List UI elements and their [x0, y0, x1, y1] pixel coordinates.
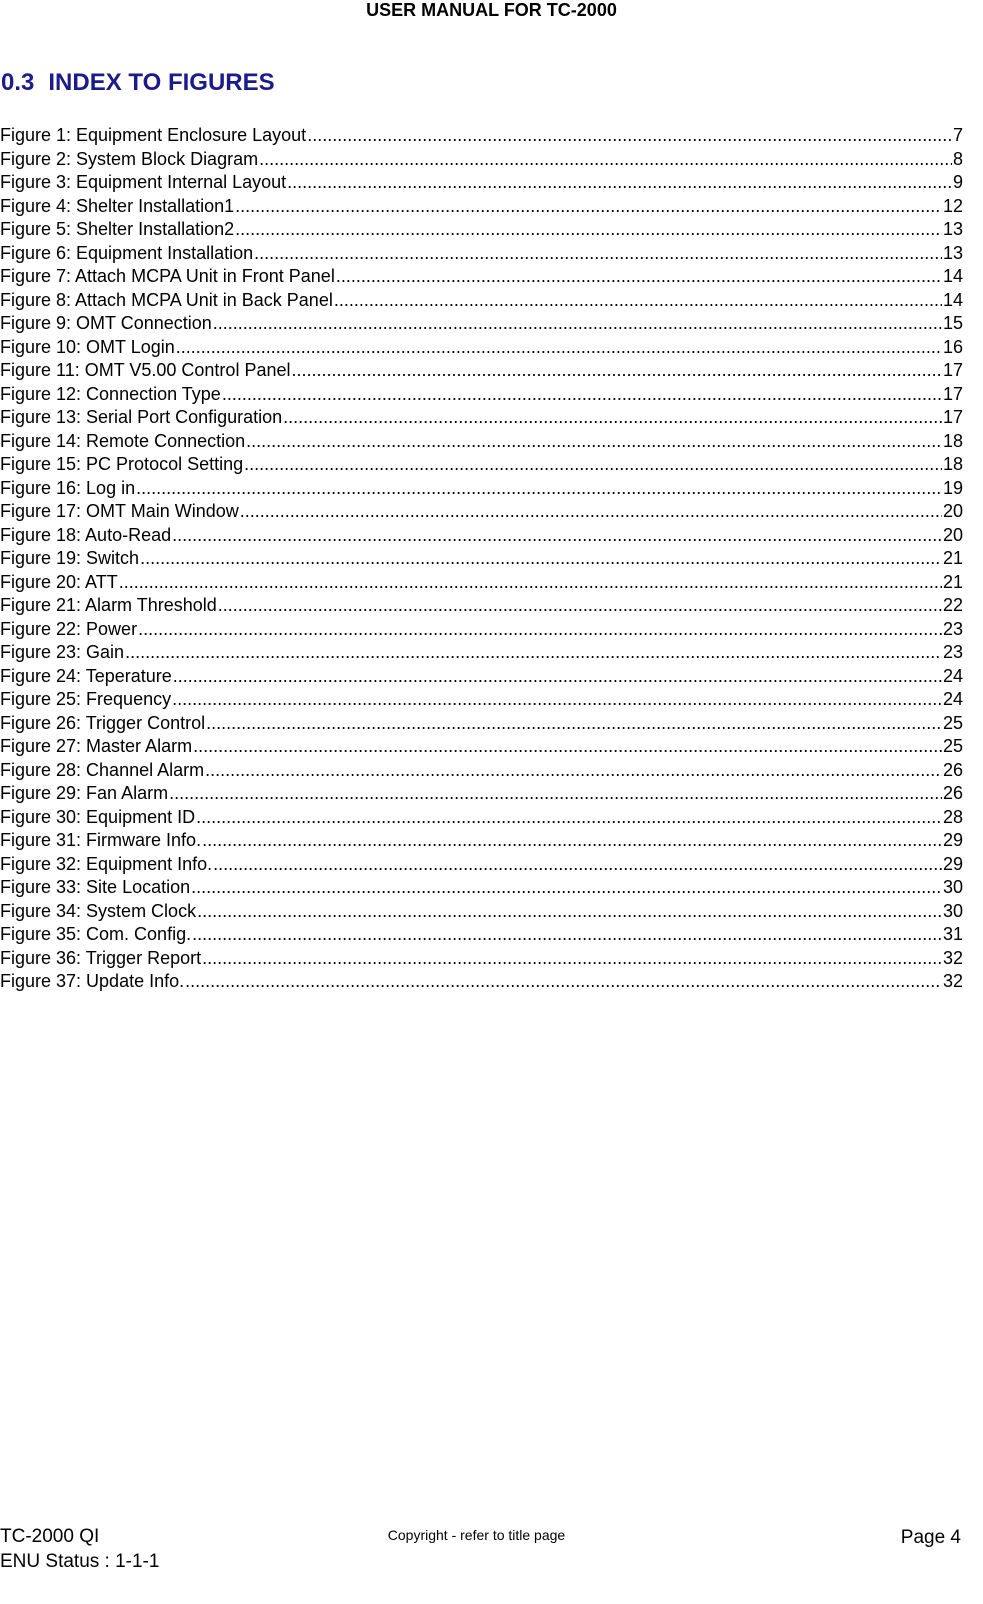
- toc-entry-label: Figure 3: Equipment Internal Layout: [0, 172, 287, 192]
- toc-dot-leader: [235, 218, 942, 242]
- toc-dot-leader: [205, 759, 942, 783]
- toc-entry-page: 26: [942, 759, 963, 780]
- toc-entry[interactable]: [0, 970, 963, 994]
- toc-entry-label: Figure 8: Attach MCPA Unit in Back Panel: [0, 289, 333, 310]
- toc-entry[interactable]: [0, 289, 963, 313]
- toc-entry[interactable]: [0, 477, 963, 501]
- toc-entry-page: 22: [942, 595, 963, 615]
- toc-dot-leader: [173, 665, 942, 689]
- toc-entry-label: Figure 35: Com. Config.: [0, 924, 192, 944]
- toc-dot-leader: [334, 289, 942, 313]
- toc-entry-page: 18: [942, 430, 963, 451]
- toc-entry[interactable]: [0, 594, 963, 618]
- toc-entry[interactable]: [0, 641, 963, 665]
- toc-entry-page: 13: [942, 242, 963, 263]
- toc-entry-label: Figure 31: Firmware Info.: [0, 830, 202, 850]
- toc-entry-page: 17: [942, 360, 963, 380]
- toc-entry[interactable]: [0, 900, 963, 924]
- toc-dot-leader: [192, 923, 942, 947]
- toc-entry[interactable]: [0, 265, 963, 289]
- toc-entry-label: Figure 37: Update Info.: [0, 971, 185, 991]
- toc-entry-label: Figure 11: OMT V5.00 Control Panel: [0, 360, 291, 380]
- toc-dot-leader: [218, 594, 942, 618]
- toc-dot-leader: [196, 806, 942, 830]
- toc-entry-page: 20: [942, 524, 963, 545]
- toc-entry-page: 12: [942, 195, 963, 216]
- toc-entry-page: 29: [942, 830, 963, 850]
- toc-entry-page: 16: [942, 336, 963, 357]
- toc-dot-leader: [222, 383, 942, 407]
- toc-entry-page: 7: [952, 125, 963, 145]
- toc-entry-label: Figure 22: Power: [0, 618, 138, 639]
- toc-entry[interactable]: [0, 712, 963, 736]
- toc-entry-page: 32: [942, 947, 963, 968]
- toc-entry[interactable]: [0, 336, 963, 360]
- toc-entry-label: Figure 7: Attach MCPA Unit in Front Panel: [0, 266, 335, 286]
- toc-entry-page: 14: [942, 266, 963, 286]
- toc-entry-page: 25: [942, 712, 963, 733]
- toc-entry[interactable]: [0, 829, 963, 853]
- toc-entry[interactable]: [0, 312, 963, 336]
- toc-entry-label: Figure 23: Gain: [0, 642, 125, 662]
- section-number: 0.3: [1, 69, 35, 96]
- toc-entry-page: 25: [942, 736, 963, 756]
- toc-dot-leader: [140, 547, 942, 571]
- toc-entry-page: 13: [942, 219, 963, 239]
- toc-entry-label: Figure 2: System Block Diagram: [0, 148, 259, 169]
- toc-dot-leader: [119, 571, 942, 595]
- toc-entry[interactable]: [0, 453, 963, 477]
- toc-entry[interactable]: [0, 195, 963, 219]
- toc-entry-label: Figure 5: Shelter Installation2: [0, 219, 235, 239]
- toc-entry[interactable]: [0, 524, 963, 548]
- toc-entry[interactable]: [0, 618, 963, 642]
- toc-entry-label: Figure 19: Switch: [0, 548, 140, 568]
- toc-entry-page: 21: [942, 548, 963, 568]
- toc-entry[interactable]: [0, 571, 963, 595]
- toc-entry[interactable]: [0, 923, 963, 947]
- toc-entry-page: 32: [942, 971, 963, 991]
- toc-entry[interactable]: [0, 383, 963, 407]
- toc-entry-label: Figure 34: System Clock: [0, 900, 197, 921]
- toc-dot-leader: [240, 500, 942, 524]
- toc-entry-label: Figure 30: Equipment ID: [0, 806, 196, 827]
- toc-entry-page: 23: [942, 642, 963, 662]
- toc-dot-leader: [197, 900, 942, 924]
- running-header-title: USER MANUAL FOR TC-2000: [366, 0, 617, 20]
- toc-dot-leader: [169, 782, 942, 806]
- toc-entry-page: 20: [942, 501, 963, 521]
- toc-entry-page: 21: [942, 571, 963, 592]
- toc-entry-label: Figure 25: Frequency: [0, 689, 172, 709]
- toc-dot-leader: [138, 618, 942, 642]
- toc-dot-leader: [185, 970, 942, 994]
- toc-entry-page: 19: [942, 477, 963, 498]
- footer-page-number: Page 4: [900, 1527, 961, 1548]
- toc-entry-page: 26: [942, 783, 963, 803]
- footer-status: ENU Status : 1-1-1: [0, 1551, 160, 1572]
- toc-entry[interactable]: [0, 148, 963, 172]
- toc-dot-leader: [291, 359, 941, 383]
- toc-entry-label: Figure 18: Auto-Read: [0, 524, 172, 545]
- toc-dot-leader: [283, 406, 942, 430]
- toc-entry-label: Figure 13: Serial Port Configuration: [0, 407, 283, 427]
- toc-entry-page: 23: [942, 618, 963, 639]
- toc-dot-leader: [213, 853, 942, 877]
- toc-entry[interactable]: [0, 782, 963, 806]
- toc-entry-label: Figure 10: OMT Login: [0, 336, 175, 357]
- toc-dot-leader: [202, 947, 942, 971]
- toc-dot-leader: [193, 735, 942, 759]
- section-title: INDEX TO FIGURES: [48, 69, 275, 96]
- toc-dot-leader: [172, 688, 942, 712]
- toc-dot-leader: [246, 430, 942, 454]
- toc-entry-page: 8: [952, 148, 963, 169]
- toc-entry-page: 31: [942, 924, 963, 944]
- toc-entry-page: 30: [942, 900, 963, 921]
- toc-entry[interactable]: [0, 806, 963, 830]
- toc-dot-leader: [254, 242, 942, 266]
- toc-entry-label: Figure 6: Equipment Installation: [0, 242, 254, 263]
- toc-entry-label: Figure 36: Trigger Report: [0, 947, 202, 968]
- toc-dot-leader: [206, 712, 942, 736]
- toc-dot-leader: [213, 312, 942, 336]
- toc-entry-page: 28: [942, 806, 963, 827]
- toc-entry-page: 18: [942, 454, 963, 474]
- toc-entry-page: 15: [942, 313, 963, 333]
- toc-entry[interactable]: [0, 853, 963, 877]
- toc-entry-label: Figure 21: Alarm Threshold: [0, 595, 217, 615]
- toc-entry-label: Figure 26: Trigger Control: [0, 712, 206, 733]
- toc-entry[interactable]: [0, 406, 963, 430]
- toc-entry-page: 9: [952, 172, 963, 192]
- toc-entry-page: 29: [942, 853, 963, 874]
- toc-entry-page: 17: [942, 383, 963, 404]
- toc-dot-leader: [136, 477, 942, 501]
- toc-entry[interactable]: [0, 242, 963, 266]
- toc-entry[interactable]: [0, 665, 963, 689]
- toc-entry[interactable]: [0, 735, 963, 759]
- toc-dot-leader: [244, 453, 942, 477]
- toc-dot-leader: [172, 524, 942, 548]
- toc-dot-leader: [336, 265, 942, 289]
- footer-copyright: Copyright - refer to title page: [387, 1527, 566, 1543]
- toc-entry-label: Figure 12: Connection Type: [0, 383, 221, 404]
- toc-entry-label: Figure 4: Shelter Installation1: [0, 195, 235, 216]
- toc-dot-leader: [191, 876, 942, 900]
- toc-entry-label: Figure 15: PC Protocol Setting: [0, 454, 244, 474]
- toc-entry-page: 17: [942, 407, 963, 427]
- toc-entry-label: Figure 28: Channel Alarm: [0, 759, 205, 780]
- toc-entry[interactable]: [0, 171, 963, 195]
- toc-entry-page: 30: [942, 877, 963, 897]
- toc-entry-label: Figure 14: Remote Connection: [0, 430, 246, 451]
- toc-entry-label: Figure 32: Equipment Info.: [0, 853, 213, 874]
- toc-entry-label: Figure 20: ATT: [0, 571, 118, 592]
- toc-dot-leader: [259, 148, 952, 172]
- toc-entry-label: Figure 24: Teperature: [0, 665, 172, 686]
- figure-index-list: [0, 124, 963, 994]
- toc-entry-label: Figure 27: Master Alarm: [0, 736, 193, 756]
- toc-entry-label: Figure 17: OMT Main Window: [0, 501, 239, 521]
- toc-entry[interactable]: [0, 124, 963, 148]
- toc-entry-page: 24: [942, 665, 963, 686]
- section-heading: [1, 68, 275, 98]
- toc-entry[interactable]: [0, 759, 963, 783]
- toc-dot-leader: [287, 171, 952, 195]
- toc-entry[interactable]: [0, 947, 963, 971]
- toc-entry-label: Figure 29: Fan Alarm: [0, 783, 169, 803]
- toc-entry-label: Figure 33: Site Location: [0, 877, 191, 897]
- toc-dot-leader: [202, 829, 942, 853]
- toc-entry[interactable]: [0, 500, 963, 524]
- toc-entry-page: 24: [942, 689, 963, 709]
- toc-entry[interactable]: [0, 430, 963, 454]
- toc-dot-leader: [125, 641, 942, 665]
- toc-entry[interactable]: [0, 876, 963, 900]
- footer-doc-id: TC-2000 QI: [0, 1526, 100, 1547]
- toc-dot-leader: [235, 195, 942, 219]
- toc-entry[interactable]: [0, 688, 963, 712]
- toc-entry[interactable]: [0, 359, 963, 383]
- toc-entry-label: Figure 9: OMT Connection: [0, 313, 212, 333]
- toc-dot-leader: [176, 336, 942, 360]
- toc-entry[interactable]: [0, 218, 963, 242]
- toc-entry-label: Figure 16: Log in: [0, 477, 136, 498]
- toc-entry[interactable]: [0, 547, 963, 571]
- toc-dot-leader: [307, 124, 952, 148]
- toc-entry-label: Figure 1: Equipment Enclosure Layout: [0, 125, 307, 145]
- toc-entry-page: 14: [942, 289, 963, 310]
